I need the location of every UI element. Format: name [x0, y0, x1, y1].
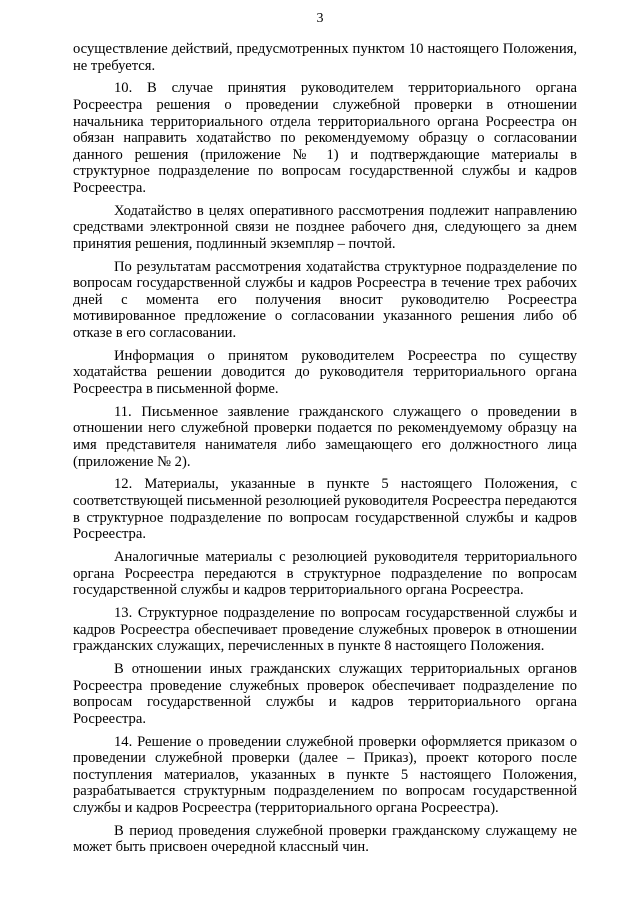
- paragraph-item-10: 10. В случае принятия руководителем территориального органа Росреестра решения о проведении служебной проверки в отношении начальника территориального отдела территориального органа Росреестра он обязан направить ходатайство по рекомендуемому образцу о согласовании данного решения (приложение № 1) и подтверждающие материалы в структурное подразделение по вопросам государственной службы и кадров Росреестра.: [73, 80, 577, 196]
- document-body: [73, 41, 577, 862]
- page-number: 3: [316, 11, 324, 26]
- paragraph-petition-delivery: Ходатайство в целях оперативного рассмотрения подлежит направлению средствами электронной связи не позднее рабочего дня, следующего за днем принятия решения, подлинный экземпляр – почтой.: [73, 202, 577, 252]
- paragraph-item-13: 13. Структурное подразделение по вопросам государственной службы и кадров Росреестра обеспечивает проведение служебных проверок в отношении гражданских служащих, перечисленных в пункте 8 настоящего Положения.: [73, 605, 577, 655]
- paragraph-continuation: осуществление действий, предусмотренных пунктом 10 настоящего Положения, не требуется.: [73, 41, 577, 74]
- paragraph-similar-materials: Аналогичные материалы с резолюцией руководителя территориального органа Росреестра передаются в структурное подразделение по вопросам государственной службы и кадров территориального органа Росреестра.: [73, 549, 577, 599]
- paragraph-petition-review: По результатам рассмотрения ходатайства структурное подразделение по вопросам государственной службы и кадров Росреестра в течение трех рабочих дней с момента его получения вносит руководителю Росреестра мотивированное предложение о согласовании указанного решения либо об отказе в его согласовании.: [73, 258, 577, 341]
- paragraph-other-servants: В отношении иных гражданских служащих территориальных органов Росреестра проведение служебных проверок обеспечивает подразделение по вопросам государственной службы и кадров территориального органа Росреестра.: [73, 661, 577, 727]
- paragraph-class-rank: В период проведения служебной проверки гражданскому служащему не может быть присвоен очередной классный чин.: [73, 822, 577, 856]
- paragraph-item-14: 14. Решение о проведении служебной проверки оформляется приказом о проведении служебной проверки (далее – Приказ), проект которого после поступления материалов, указанных в пункте 5 настоящего Положения, разрабатывается структурным подразделением по вопросам государственной службы и кадров Росреестра (территориального органа Росреестра).: [73, 733, 577, 816]
- paragraph-decision-notice: Информация о принятом руководителем Росреестра по существу ходатайства решении доводится до руководителя территориального органа Росреестра в письменной форме.: [73, 347, 577, 397]
- paragraph-item-12: 12. Материалы, указанные в пункте 5 настоящего Положения, с соответствующей письменной резолюцией руководителя Росреестра передаются в структурное подразделение по вопросам государственной службы и кадров Росреестра.: [73, 476, 577, 543]
- paragraph-item-11: 11. Письменное заявление гражданского служащего о проведении в отношении него служебной проверки подается по рекомендуемому образцу на имя представителя нанимателя либо замещающего его должностного лица (приложение № 2).: [73, 403, 577, 470]
